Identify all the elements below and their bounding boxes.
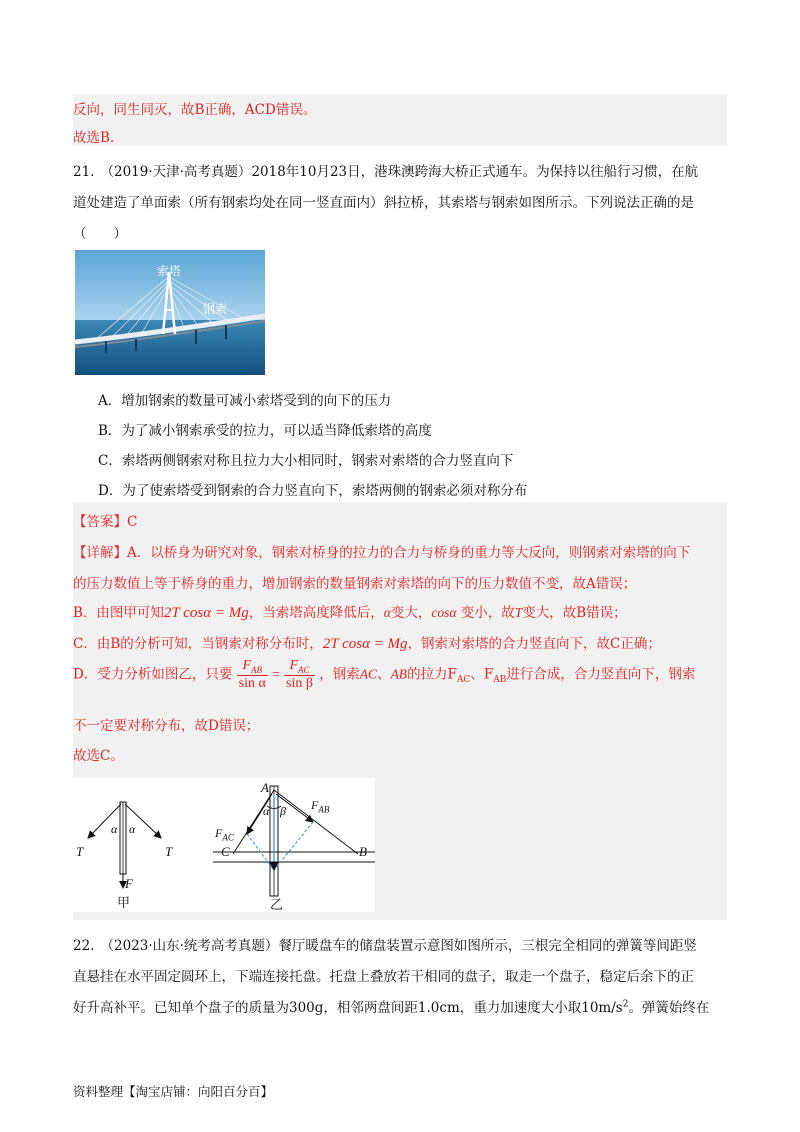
yi-beta: β [280, 804, 286, 818]
jia-force-f: F [125, 876, 133, 891]
q21-option-a: A．增加钢索的数量可减小索塔受到的向下的压力 [98, 393, 392, 409]
previous-conclusion: 故选B. [73, 130, 115, 146]
cable-label: 钢索 [203, 302, 228, 316]
detail-line-d: D．受力分析如图乙，只要 $\frac{F_{AB}}{\text{sin α}}$ = $\frac{F_{AC}}{\text{sin β}}$ ，钢索AC、AB的拉力$F_{AC}$、$F_{AB}$进行合成，合力竖直向下，钢索 [73, 658, 696, 691]
yi-fac-label: $F_{AC}$ [215, 826, 234, 843]
q22-line3: 好升高补平。已知单个盘子的质量为300g，相邻两盘间距1.0cm，重力加速度大小取$10m/s^2$。弹簧始终在 [73, 999, 710, 1016]
q21-blank: （ ） [73, 226, 127, 242]
q21-stem-line1: 21. （2019·天津·高考真题）2018年10月23日，港珠澳跨海大桥正式通车。为保持以往船行习惯，在航 [73, 164, 699, 180]
q22-line1: 22. （2023·山东·统考高考真题）餐厅暖盘车的储盘装置示意图如图所示，三根完全相同的弹簧等间距竖 [73, 938, 697, 954]
bridge-photo [75, 250, 265, 375]
jia-tension-left: T [76, 844, 84, 859]
detail-line-a1: 【详解】A．以桥身为研究对象，钢索对桥身的拉力的合力与桥身的重力等大反向，则钢索对索塔的向下 [73, 545, 691, 561]
answer-conclusion: 故选C。 [73, 748, 124, 764]
page-footer: 资料整理【淘宝店铺：向阳百分百】 [73, 1084, 274, 1099]
detail-line-b: B．由图甲可知2T cosα = Mg，当索塔高度降低后，α变大，cosα 变小，故T变大，故B错误； [73, 605, 627, 621]
q22-line2: 直悬挂在水平固定圆环上，下端连接托盘。托盘上叠放若干相同的盘子，取走一个盘子，稳定后余下的正 [73, 969, 694, 985]
diagram-yi [213, 786, 375, 896]
yi-point-a: A [261, 780, 269, 795]
yi-caption: 乙 [270, 898, 284, 913]
force-diagram [73, 778, 375, 912]
fraction-fab-sin-alpha: $\frac{F_{AB}}{\text{sin α}}$ [238, 658, 266, 691]
yi-point-b: B [359, 844, 367, 859]
yi-alpha: α [263, 804, 270, 818]
detail-line-d2: 不一定要对称分布，故D错误； [73, 718, 260, 734]
jia-alpha-right: α [129, 822, 136, 836]
yi-point-c: C [221, 844, 230, 859]
detail-line-c: C．由B的分析可知，当钢索对称分布时，2T cosα = Mg，钢索对索塔的合力竖直向下，故C正确； [73, 636, 661, 652]
fraction-fac-sin-beta: $\frac{F_{AC}}{\text{sin β}}$ [286, 658, 313, 691]
jia-alpha-left: α [111, 822, 118, 836]
q21-stem-line2: 道处建造了单面索（所有钢索均处在同一竖直面内）斜拉桥，其索塔与钢索如图所示。下列说法正确的是 [73, 195, 694, 211]
jia-tension-right: T [165, 844, 173, 859]
tower-label: 索塔 [157, 264, 182, 278]
q21-option-b: B．为了减小钢索承受的拉力，可以适当降低索塔的高度 [98, 423, 432, 439]
q21-option-c: C．索塔两侧钢索对称且拉力大小相同时，钢索对索塔的合力竖直向下 [98, 453, 514, 469]
jia-caption: 甲 [117, 896, 131, 911]
detail-line-a2: 的压力数值上等于桥身的重力，增加钢索的数量钢索对索塔的向下的压力数值不变，故A错误； [73, 576, 637, 592]
q21-option-d: D．为了使索塔受到钢索的合力竖直向下，索塔两侧的钢索必须对称分布 [98, 483, 528, 499]
answer-label: 【答案】C [73, 514, 138, 530]
previous-answer-line: 反向，同生同灭，故B正确，ACD错误。 [73, 102, 317, 118]
yi-fab-label: $F_{AB}$ [311, 798, 330, 815]
